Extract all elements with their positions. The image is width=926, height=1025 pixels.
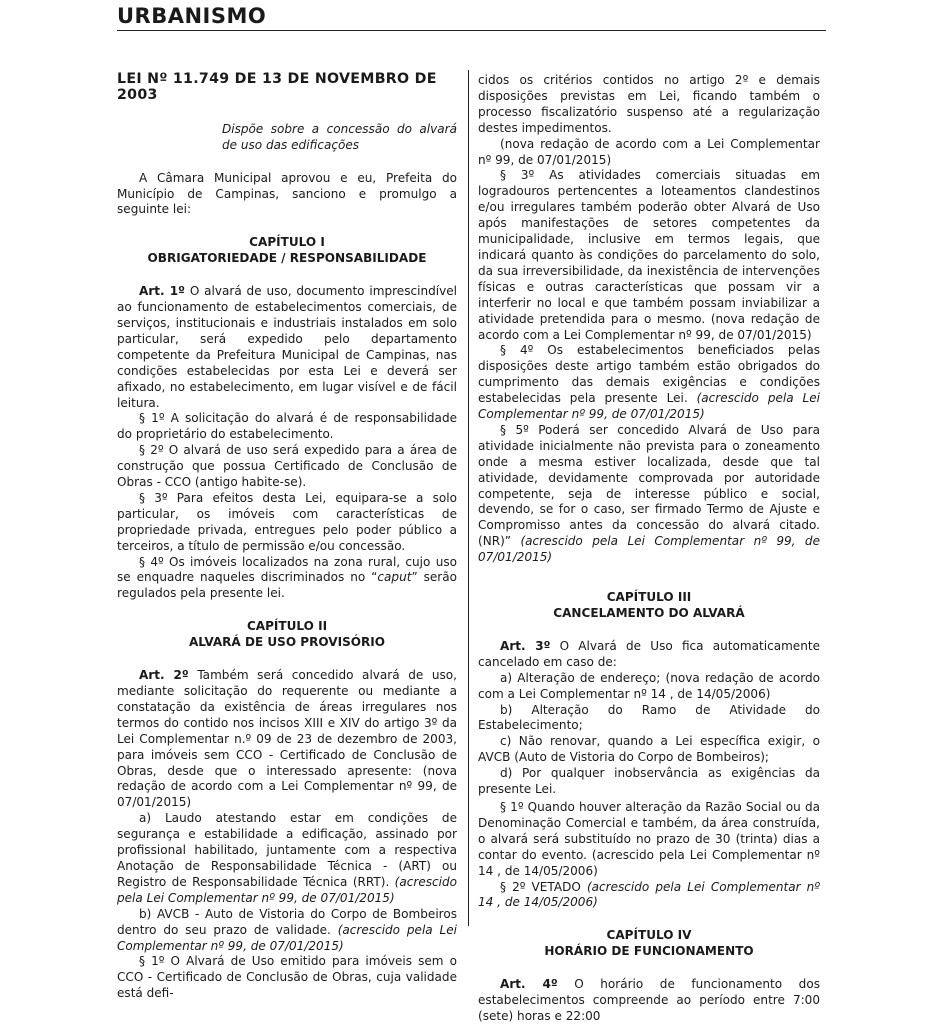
chapter-4-heading xyxy=(478,928,820,960)
section-title: URBANISMO xyxy=(117,4,267,28)
column-divider xyxy=(468,70,469,926)
article-2-item-b xyxy=(117,907,457,955)
article-2 xyxy=(117,668,457,811)
intro-paragraph: A Câmara Municipal aprovou e eu, Prefeita do Município de Campinas, sanciono e promulgo a seguinte lei: xyxy=(117,170,457,217)
chapter-3-title: CANCELAMENTO DO ALVARÁ xyxy=(553,606,745,620)
chapter-2-title: ALVARÁ DE USO PROVISÓRIO xyxy=(188,635,386,650)
chapter-4-title: HORÁRIO DE FUNCIONAMENTO xyxy=(544,944,754,959)
chapter-3-number: CAPÍTULO III xyxy=(606,590,692,605)
article-1-paragraph-4-text: § 4º Os imóveis localizados na zona rural, cujo uso se enquadre naqueles discriminados no “ xyxy=(117,554,457,585)
article-2-item-b-note: (acrescido pela Lei Complementar nº 99, de 07/01/2015) xyxy=(117,922,457,953)
chapter-2-heading xyxy=(117,619,457,651)
article-3-paragraph-2 xyxy=(478,880,820,912)
caput-term: caput xyxy=(377,570,412,585)
ementa: Dispõe sobre a concessão do alvará de uso das edificações xyxy=(222,121,457,152)
article-1-paragraph-1: § 1º A solicitação do alvará é de responsabilidade do proprietário do estabelecimento. xyxy=(117,411,457,442)
law-title: LEI Nº 11.749 DE 13 DE NOVEMBRO DE 2003 xyxy=(117,71,437,103)
article-2-paragraph-5-note: (acrescido pela Lei Complementar nº 99, de 07/01/2015) xyxy=(478,534,820,565)
article-3-paragraph-2-text: § 2º VETADO xyxy=(500,879,587,894)
article-2-paragraph-5 xyxy=(478,423,820,566)
article-2-paragraph-4 xyxy=(478,343,820,423)
continued-paragraph: cidos os critérios contidos no artigo 2º e demais disposições previstas em Lei, ficando também o processo fiscalizatório suspenso até a regularização destes impedimentos. xyxy=(478,73,820,135)
article-3-item-c: c) Não renovar, quando a Lei específica exigir, o AVCB (Auto de Vistoria do Corpo de Bombeiros); xyxy=(478,734,820,765)
article-2-item-b-text: b) AVCB - Auto de Vistoria do Corpo de Bombeiros dentro do seu prazo de validade. xyxy=(117,906,457,937)
chapter-4-number: CAPÍTULO IV xyxy=(606,928,692,943)
chapter-2-number: CAPÍTULO II xyxy=(246,619,328,634)
header-rule xyxy=(117,30,826,31)
article-4 xyxy=(478,977,820,1025)
article-1 xyxy=(117,284,457,411)
article-3-label: Art. 3º xyxy=(500,638,551,653)
article-2-paragraph-3: § 3º As atividades comerciais situadas em logradouros pertencentes a loteamentos clandestinos e/ou irregulares também poderão obter Alvará de Uso após manifestações de setores competentes da municipalidade, inclusive em termos legais, que indicará quanto às condições do parcelamento do solo, da sua irreversibilidade, da inexistência de intervenções físicas e outras características que possam vir a interferir no local e que também possam inviabilizar a atividade pretendida para o mesmo. (nova redação de acordo com a Lei Complementar nº 99, de 07/01/2015) xyxy=(478,168,820,342)
article-3-text: O Alvará de Uso fica automaticamente cancelado em caso de: xyxy=(478,638,820,669)
article-1-paragraph-4-end: ” serão regulados pela presente lei. xyxy=(117,570,458,601)
chapter-3-heading xyxy=(478,590,820,622)
article-1-paragraph-4 xyxy=(117,555,457,603)
article-3-item-b: b) Alteração do Ramo de Atividade do Estabelecimento; xyxy=(478,702,820,733)
left-column xyxy=(117,70,457,1002)
article-3-item-a: a) Alteração de endereço; (nova redação de acordo com a Lei Complementar nº 14 , de 14/05/2006) xyxy=(478,670,820,701)
article-3-paragraph-2-note: (acrescido pela Lei Complementar nº 14 , de 14/05/2006) xyxy=(478,879,820,910)
article-1-label: Art. 1º xyxy=(139,284,185,299)
article-3 xyxy=(478,639,820,671)
article-1-paragraph-3: § 3º Para efeitos desta Lei, equipara-se a solo particular, os imóveis com características de propriedade privada, entregues pelo poder público a terceiros, a título de permissão e/ou concessão. xyxy=(117,490,457,553)
article-2-paragraph-4-note: (acrescido pela Lei Complementar nº 99, de 07/01/2015) xyxy=(478,391,820,422)
article-1-paragraph-2: § 2º O alvará de uso será expedido para a área de construção que possua Certificado de Conclusão de Obras - CCO (antigo habite-se). xyxy=(117,443,457,490)
article-1-text: O alvará de uso, documento imprescindível ao funcionamento de estabelecimentos comerciais, de serviços, institucionais e industriais instalados em solo particular, será expedido pelo departamento competente da Prefeitura Municipal de Campinas, nas condições estabelecidas por esta Lei e deverá ser afixado, no estabelecimento, em lugar visível e de fácil leitura. xyxy=(117,284,457,410)
chapter-1-heading xyxy=(117,235,457,267)
article-2-paragraph-1: § 1º O Alvará de Uso emitido para imóveis sem o CCO - Certificado de Conclusão de Obras, cuja validade está defi- xyxy=(117,954,457,1001)
article-2-label: Art. 2º xyxy=(139,668,189,683)
chapter-1-title: OBRIGATORIEDADE / RESPONSABILIDADE xyxy=(147,251,427,266)
continued-paragraph-note: (nova redação de acordo com a Lei Complementar nº 99, de 07/01/2015) xyxy=(478,136,820,167)
article-2-item-a-text: a) Laudo atestando estar em condições de segurança e estabilidade a edificação, assinado por profissional habilitado, juntamente com a respectiva Anotação de Responsabilidade Técnica - (ART) ou Registro de Responsabilidade Técnica (RRT). xyxy=(117,811,457,889)
article-2-text: Também será concedido alvará de uso, mediante solicitação do requerente ou mediante a constatação da existência de áreas irregulares nos termos do contido nos incisos XIII e XIV do artigo 3º da Lei Complementar n.º 09 de 23 de dezembro de 2003, para imóveis sem CCO - Certificado de Conclusão de Obras, desde que o interessado apresente: (nova redação de acordo com a Lei Complementar nº 99, de 07/01/2015) xyxy=(117,668,457,810)
article-2-item-a xyxy=(117,811,457,906)
article-2-paragraph-4-text: § 4º Os estabelecimentos beneficiados pelas disposições deste artigo também estão obrigados do cumprimento das demais exigências e condições estabelecidas pela presente Lei. xyxy=(478,343,820,406)
chapter-1-number: CAPÍTULO I xyxy=(249,235,325,250)
article-3-item-d: d) Por qualquer inobservância as exigências da presente Lei. xyxy=(478,766,820,797)
article-3-paragraph-1: § 1º Quando houver alteração da Razão Social ou da Denominação Comercial e também, da área construída, o alvará será substituído no prazo de 30 (trinta) dias a contar do evento. (acrescido pela Lei Complementar nº 14 , de 14/05/2006) xyxy=(478,799,820,878)
right-column xyxy=(478,73,820,1025)
article-2-item-a-note: (acrescido pela Lei Complementar nº 99, de 07/01/2015) xyxy=(117,874,457,905)
article-4-label: Art. 4º xyxy=(500,977,558,992)
article-2-paragraph-5-text: § 5º Poderá ser concedido Alvará de Uso para atividade inicialmente não prevista para o zoneamento onde a mesma estiver localizada, desde que tal atividade, devidamente comprovada por autoridade competente, seja de interesse público e social, devendo, se for o caso, ser firmado Termo de Ajuste e Compromisso antes da concessão do alvará citado. (NR)” xyxy=(478,422,820,549)
article-4-text: O horário de funcionamento dos estabelecimentos compreende ao período entre 7:00 (sete) horas e 22:00 xyxy=(478,977,820,1023)
